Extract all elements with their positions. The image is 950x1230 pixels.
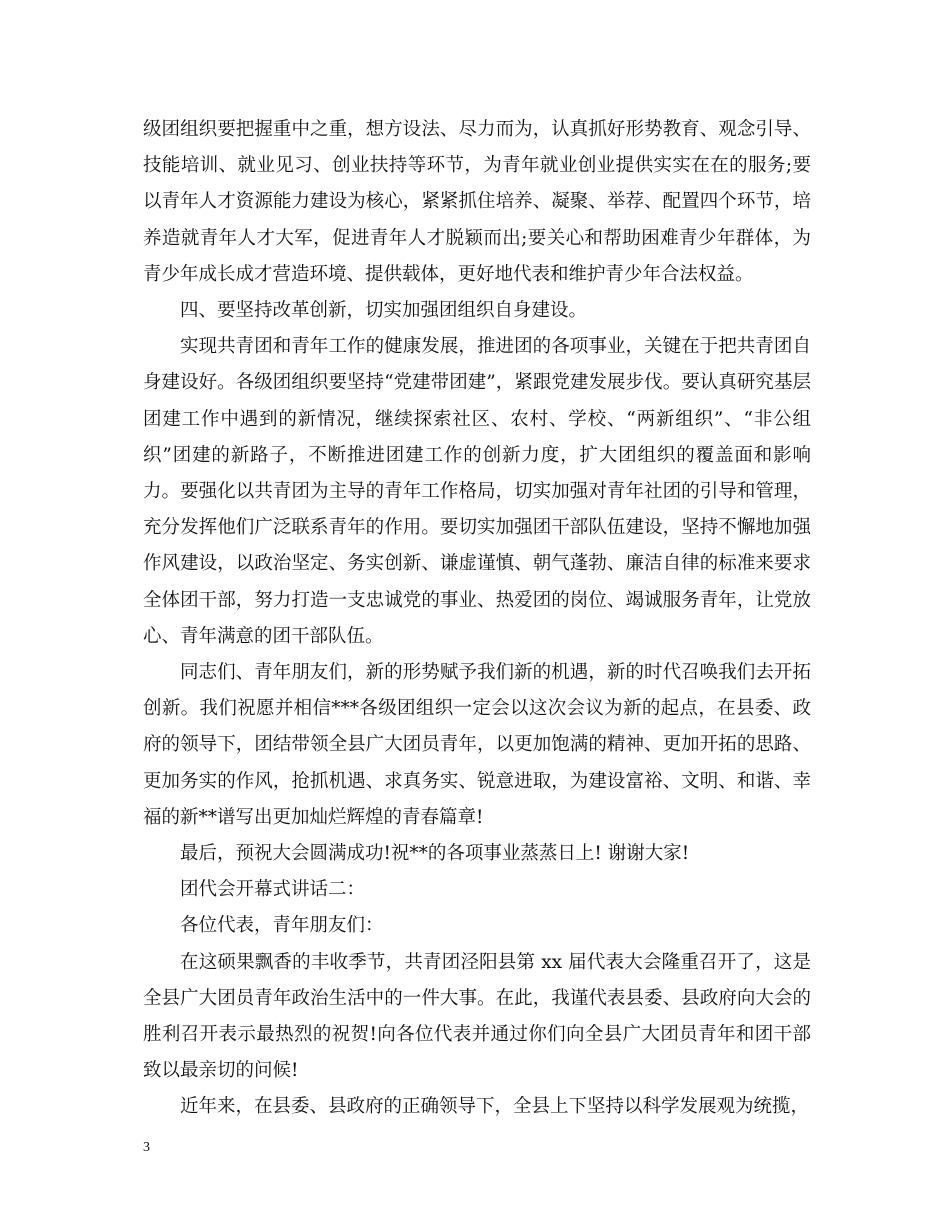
speech-two-title: 团代会开幕式讲话二： (180, 879, 366, 901)
page-number: 3 (143, 1140, 150, 1155)
paragraph-final-wishes: 最后，预祝大会圆满成功!祝**的各项事业蒸蒸日上! 谢谢大家! (180, 843, 690, 865)
paragraph-closing-call: 同志们、青年朋友们，新的形势赋予我们新的机遇，新的时代召唤我们去开拓创新。我们祝愿并相信***各级团组织一定会以这次会议为新的起点，在县委、政府的领导下，团结带领全县广大团员青年，以更加饱满的精神、更加开拓的思路、更加务实的作风，抢抓机遇、求真务实、锐意进取，为建设富裕、文明、和谐、幸福的新**谱写出更加灿烂辉煌的青春篇章! (143, 662, 811, 828)
section-heading-four: 四、要坚持改革创新，切实加强团组织自身建设。 (180, 300, 588, 322)
speech-two-salutation: 各位代表，青年朋友们： (180, 915, 384, 937)
paragraph-recent-years: 近年来，在县委、县政府的正确领导下，全县上下坚持以科学发展观为统揽， (180, 1096, 810, 1118)
paragraph-congratulations: 在这硕果飘香的丰收季节，共青团泾阳县第 xx 届代表大会隆重召开了，这是全县广大团员青年政治生活中的一件大事。在此，我谨代表县委、县政府向大会的胜利召开表示最热烈的祝贺!向各位代表并通过你们向全县广大团员青年和团干部致以最亲切的问候! (143, 951, 811, 1082)
paragraph-self-building: 实现共青团和青年工作的健康发展，推进团的各项事业，关键在于把共青团自身建设好。各级团组织要坚持“党建带团建”，紧跟党建发展步伐。要认真研究基层团建工作中遇到的新情况，继续探索社区、农村、学校、“两新组织”、“非公组织”团建的新路子，不断推进团建工作的创新力度，扩大团组织的覆盖面和影响力。要强化以共青团为主导的青年工作格局，切实加强对青年社团的引导和管理，充分发挥他们广泛联系青年的作用。要切实加强团干部队伍建设，坚持不懈地加强作风建设，以政治坚定、务实创新、谦虚谨慎、朝气蓬勃、廉洁自律的标准来要求全体团干部，努力打造一支忠诚党的事业、热爱团的岗位、竭诚服务青年，让党放心、青年满意的团干部队伍。 (143, 336, 811, 647)
paragraph-continuation: 级团组织要把握重中之重，想方设法、尽力而为，认真抓好形势教育、观念引导、技能培训、就业见习、创业扶持等环节，为青年就业创业提供实实在在的服务;要以青年人才资源能力建设为核心，紧紧抓住培养、凝聚、举荐、配置四个环节，培养造就青年人才大军，促进青年人才脱颖而出;要关心和帮助困难青少年群体，为青少年成长成才营造环境、提供载体，更好地代表和维护青少年合法权益。 (143, 119, 811, 285)
document-body (143, 112, 811, 1126)
